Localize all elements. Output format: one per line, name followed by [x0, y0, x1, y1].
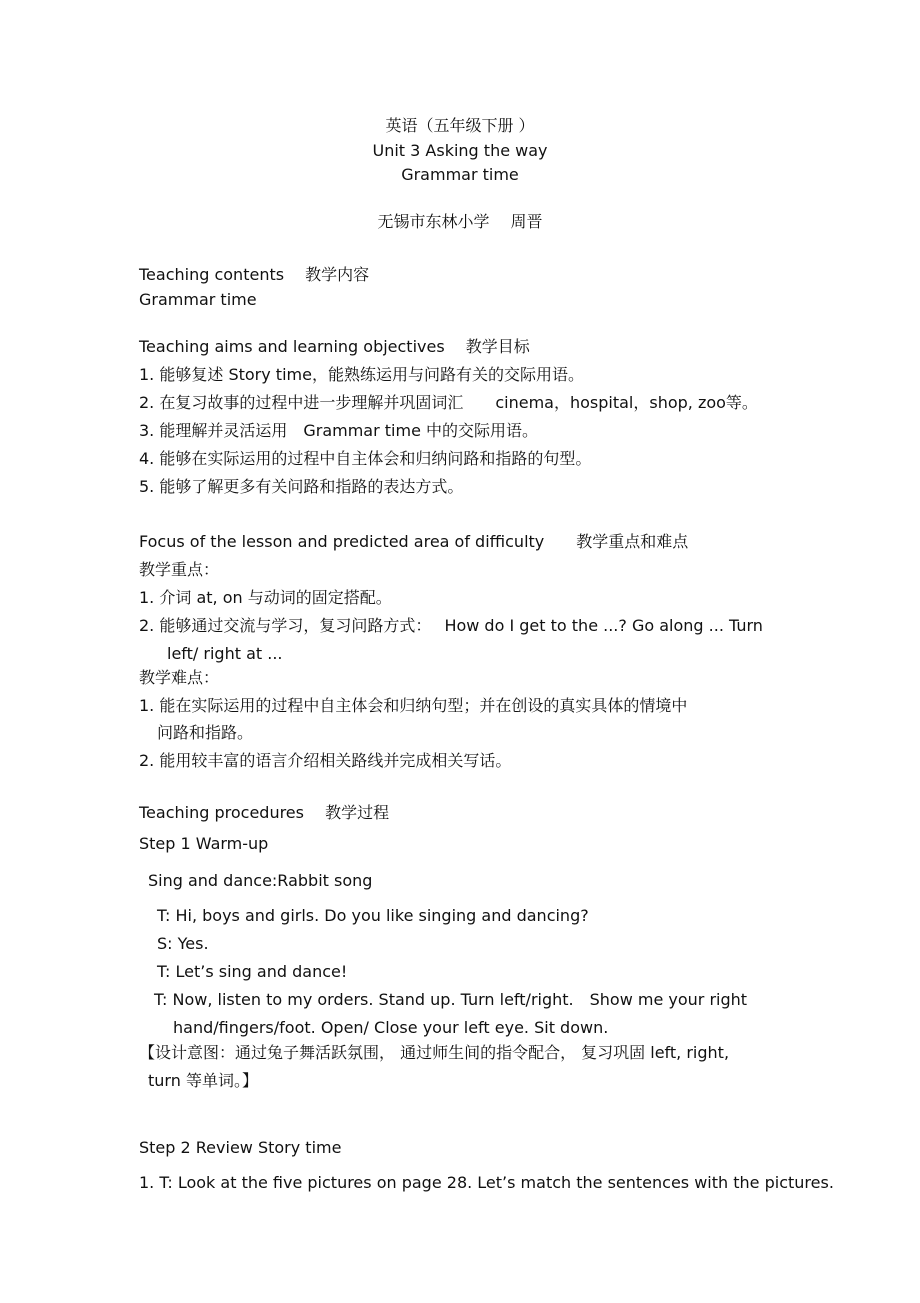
aims-item: 5. 能够了解更多有关问路和指路的表达方式。: [139, 477, 464, 496]
doc-author: 无锡市东林小学 周晋: [377, 212, 543, 231]
doc-section-title: Grammar time: [401, 165, 519, 184]
step1-title: Step 1 Warm-up: [139, 834, 269, 853]
aims-heading: Teaching aims and learning objectives 教学目标: [139, 337, 530, 356]
doc-unit-title: Unit 3 Asking the way: [372, 141, 548, 160]
aims-item: 3. 能理解并灵活运用 Grammar time 中的交际用语。: [139, 421, 539, 440]
aims-item: 1. 能够复述 Story time，能熟练运用与问路有关的交际用语。: [139, 365, 584, 384]
design-note: 【设计意图：通过兔子舞活跃氛围， 通过师生间的指令配合， 复习巩固 left, right,: [139, 1043, 730, 1062]
aims-item: 4. 能够在实际运用的过程中自主体会和归纳问路和指路的句型。: [139, 449, 592, 468]
contents-item: Grammar time: [139, 290, 257, 309]
contents-heading: Teaching contents 教学内容: [139, 265, 370, 284]
key-point-continuation: left/ right at ...: [167, 644, 283, 663]
doc-subject: 英语（五年级下册 ）: [385, 116, 535, 135]
dialogue-continuation: hand/fingers/foot. Open/ Close your left eye. Sit down.: [173, 1018, 609, 1037]
difficulty-item: 1. 能在实际运用的过程中自主体会和归纳句型；并在创设的真实具体的情境中: [139, 696, 688, 715]
step1-activity: Sing and dance:Rabbit song: [148, 871, 373, 890]
key-points-label: 教学重点：: [139, 560, 220, 579]
dialogue-line: T: Now, listen to my orders. Stand up. Turn left/right. Show me your right: [154, 990, 748, 1009]
procedures-heading: Teaching procedures 教学过程: [139, 803, 390, 822]
design-note-continuation: turn 等单词。】: [148, 1071, 258, 1090]
key-point-item: 2. 能够通过交流与学习，复习问路方式： How do I get to the ...? Go along ... Turn: [139, 616, 763, 635]
step2-line: 1. T: Look at the five pictures on page 28. Let’s match the sentences with the pictures.: [139, 1173, 834, 1192]
dialogue-line: T: Hi, boys and girls. Do you like singing and dancing?: [157, 906, 589, 925]
dialogue-line: S: Yes.: [157, 934, 209, 953]
step2-title: Step 2 Review Story time: [139, 1138, 342, 1157]
difficulty-continuation: 问路和指路。: [157, 723, 254, 742]
difficulty-label: 教学难点：: [139, 668, 220, 687]
key-point-item: 1. 介词 at, on 与动词的固定搭配。: [139, 588, 392, 607]
difficulty-item: 2. 能用较丰富的语言介绍相关路线并完成相关写话。: [139, 751, 512, 770]
aims-item: 2. 在复习故事的过程中进一步理解并巩固词汇 cinema，hospital，shop, zoo等。: [139, 393, 758, 412]
focus-heading: Focus of the lesson and predicted area of difficulty 教学重点和难点: [139, 532, 689, 551]
dialogue-line: T: Let’s sing and dance!: [157, 962, 348, 981]
